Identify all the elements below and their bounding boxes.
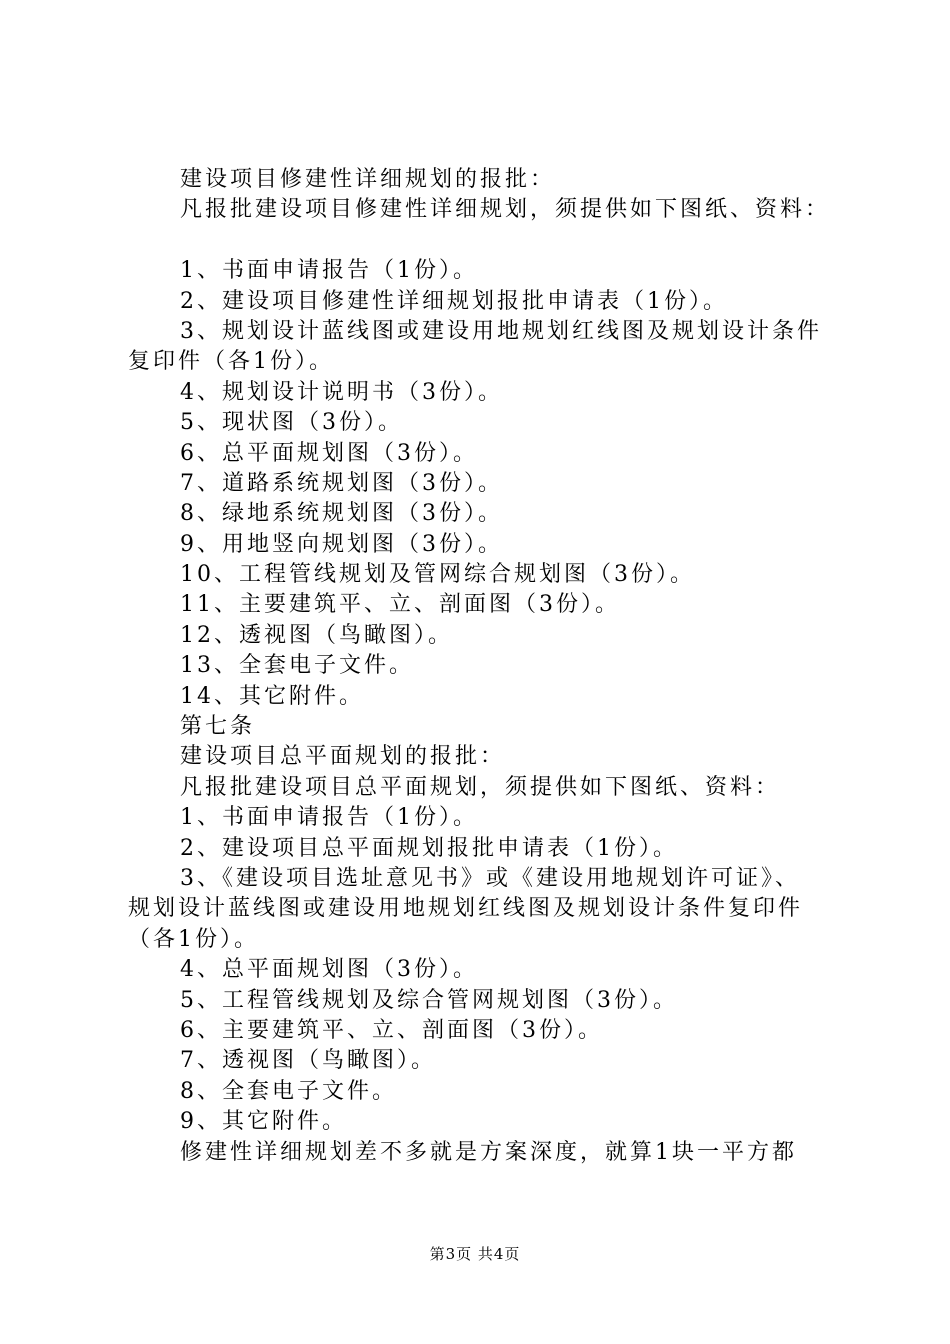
text-line: 修建性详细规划差不多就是方案深度，就算1块一平方都 — [180, 1139, 797, 1165]
text-line: 5、工程管线规划及综合管网规划图（3份）。 — [180, 987, 678, 1013]
text-line: 1、书面申请报告（1份）。 — [180, 258, 478, 284]
text-line: 3、规划设计蓝线图或建设用地规划红线图及规划设计条件 — [180, 318, 822, 344]
text-line: 4、总平面规划图（3份）。 — [180, 957, 478, 983]
text-line: 9、其它附件。 — [180, 1109, 347, 1135]
text-line: 第七条 — [180, 714, 256, 740]
text-line: 8、全套电子文件。 — [180, 1078, 397, 1104]
blank-line — [128, 226, 848, 256]
text-line: 建设项目总平面规划的报批： — [180, 744, 506, 770]
text-line: 凡报批建设项目总平面规划，须提供如下图纸、资料： — [180, 774, 781, 800]
text-line: 11、主要建筑平、立、剖面图（3份）。 — [180, 592, 620, 618]
text-line: 复印件（各1份）。 — [128, 349, 334, 375]
text-line: 9、用地竖向规划图（3份）。 — [180, 531, 503, 557]
text-line: 2、建设项目总平面规划报批申请表（1份）。 — [180, 835, 678, 861]
text-line: 2、建设项目修建性详细规划报批申请表（1份）。 — [180, 288, 728, 314]
text-line: 10、工程管线规划及管网综合规划图（3份）。 — [180, 562, 695, 588]
text-line: 13、全套电子文件。 — [180, 653, 414, 679]
text-line: 规划设计蓝线图或建设用地规划红线图及规划设计条件复印件 — [128, 896, 804, 922]
text-line: 6、总平面规划图（3份）。 — [180, 440, 478, 466]
text-line: 7、透视图（鸟瞰图）。 — [180, 1048, 436, 1074]
text-line: 6、主要建筑平、立、剖面图（3份）。 — [180, 1017, 603, 1043]
text-line: 8、绿地系统规划图（3份）。 — [180, 501, 503, 527]
document-body — [128, 165, 848, 1168]
text-line: （各1份）。 — [128, 926, 259, 952]
text-line: 3、《建设项目选址意见书》或《建设用地规划许可证》、 — [180, 865, 800, 891]
text-line: 7、道路系统规划图（3份）。 — [180, 470, 503, 496]
text-line: 1、书面申请报告（1份）。 — [180, 805, 478, 831]
page-footer: 第3页 共4页 — [429, 1245, 521, 1263]
text-line: 建设项目修建性详细规划的报批： — [180, 167, 556, 192]
text-line: 凡报批建设项目修建性详细规划，须提供如下图纸、资料： — [180, 197, 831, 223]
text-line: 4、规划设计说明书（3份）。 — [180, 379, 503, 405]
text-line: 12、透视图（鸟瞰图）。 — [180, 622, 453, 648]
text-line: 5、现状图（3份）。 — [180, 410, 403, 436]
text-line: 14、其它附件。 — [180, 683, 364, 709]
